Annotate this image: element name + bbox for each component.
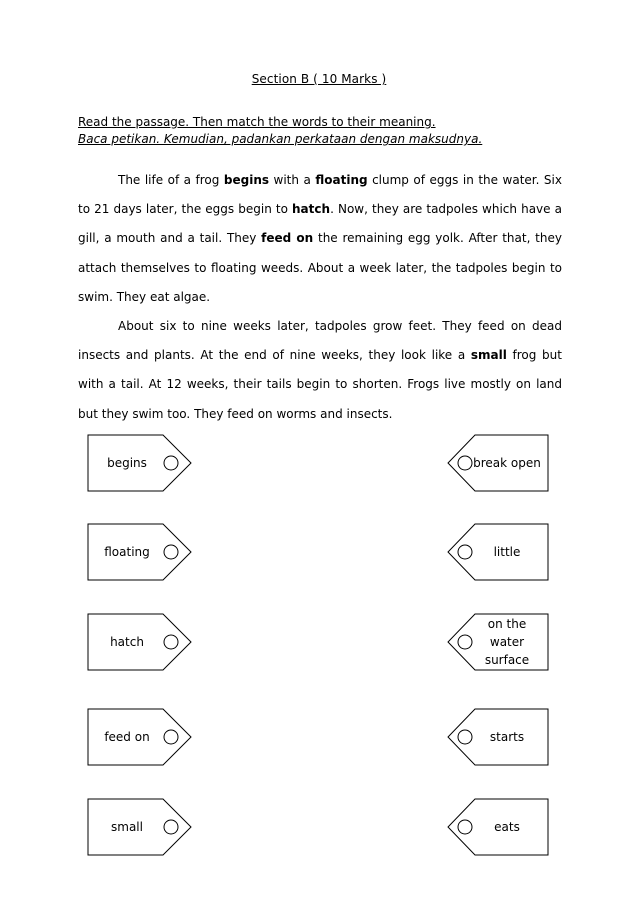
passage-text: frog but with a tail. At 12 weeks, their tails begin to shorten. Frogs live mostly on land but they swim too. They feed on worms and insects. — [78, 348, 562, 421]
passage-text: . Now, they are tadpoles which have a gill, a mouth and a tail. They — [78, 202, 562, 246]
meaning-label: water — [489, 635, 525, 649]
match-dot[interactable] — [458, 635, 472, 649]
word-tag — [88, 524, 191, 580]
keyword: feed on — [261, 231, 314, 246]
meaning-label: starts — [489, 730, 525, 744]
meaning-tag — [448, 524, 548, 580]
keyword: small — [470, 348, 507, 363]
match-dot[interactable] — [164, 545, 178, 559]
match-dot[interactable] — [164, 730, 178, 744]
keyword: floating — [315, 173, 368, 187]
passage-text: clump of eggs in the water. Six to 21 days later, the eggs begin to — [78, 173, 562, 217]
meaning-label: eats — [494, 820, 520, 834]
word-label: begins — [107, 456, 147, 470]
match-dot[interactable] — [164, 635, 178, 649]
word-tag — [88, 709, 191, 765]
word-tag — [88, 435, 191, 491]
passage-text: The life of a frog — [118, 173, 224, 187]
meaning-tag — [448, 709, 548, 765]
meaning-label: little — [493, 545, 521, 559]
section-title: Section B ( 10 Marks ) — [251, 72, 387, 86]
word-label: feed on — [104, 730, 150, 744]
passage-text: About six to nine weeks later, tadpoles grow feet. They feed on dead insects and plants. At the end of nine weeks, they look like a — [78, 319, 562, 363]
meaning-label: surface — [484, 653, 530, 667]
match-dot[interactable] — [458, 545, 472, 559]
word-label: hatch — [110, 635, 144, 649]
match-dot[interactable] — [458, 820, 472, 834]
match-dot[interactable] — [458, 456, 472, 470]
meaning-label: break open — [473, 456, 541, 470]
match-dot[interactable] — [458, 730, 472, 744]
word-label: small — [111, 820, 143, 834]
word-tag — [88, 799, 191, 855]
keyword: hatch — [292, 202, 331, 217]
meaning-tag — [448, 799, 548, 855]
match-dot[interactable] — [164, 820, 178, 834]
meaning-tag — [448, 614, 548, 670]
instruction-malay: Baca petikan. Kemudian, padankan perkataan dengan maksudnya. — [78, 132, 483, 146]
instruction-english: Read the passage. Then match the words to their meaning. — [78, 115, 436, 129]
passage-text: with a — [269, 173, 316, 187]
keyword: begins — [223, 173, 270, 187]
passage-text: the remaining egg yolk. After that, they attach themselves to floating weeds. About a week later, the tadpoles begin to swim. They eat algae. — [78, 231, 562, 304]
word-label: floating — [104, 545, 150, 559]
word-tag — [88, 614, 191, 670]
meaning-label: on the — [487, 617, 527, 631]
match-dot[interactable] — [164, 456, 178, 470]
meaning-tag — [448, 435, 548, 491]
